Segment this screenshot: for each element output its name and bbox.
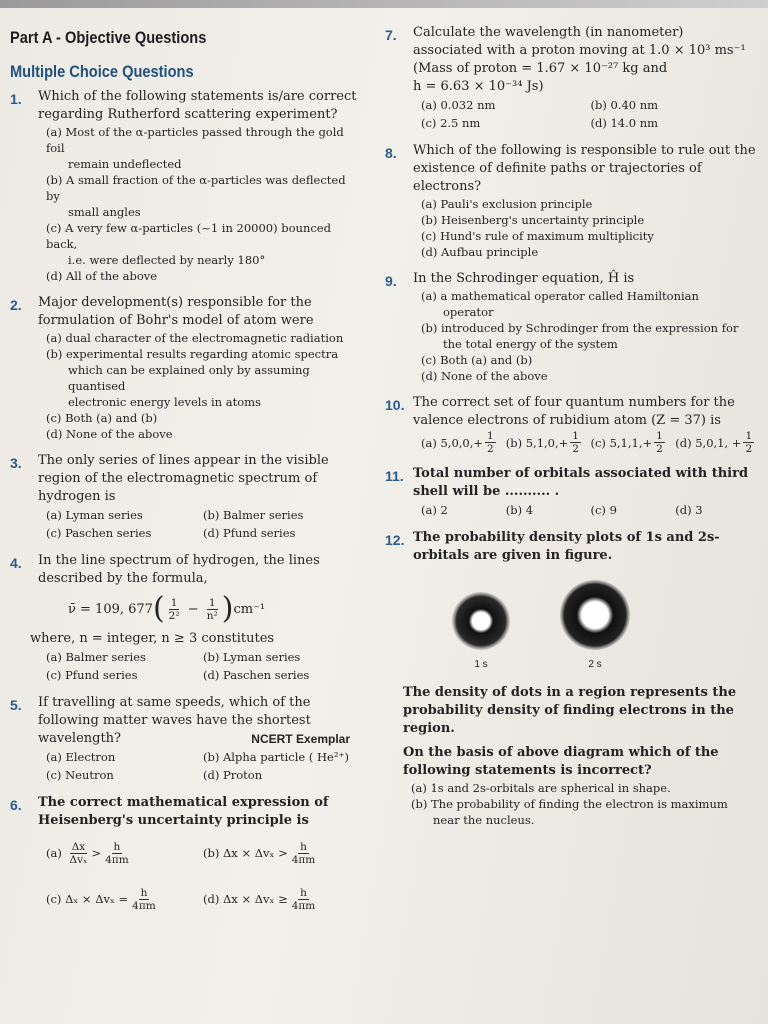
option-b[interactable]: (b) 5,1,0,+ $\frac{1}{2}$ [505, 430, 579, 455]
orbital-1s-label: 1 s [474, 659, 488, 670]
question-12 [385, 529, 760, 828]
option-b[interactable]: (b) Δx × Δvₓ > $\frac{h}{4\pi m}$ [203, 840, 316, 866]
question-7 [385, 24, 760, 132]
option-a[interactable]: (a) Balmer series [46, 650, 146, 664]
orbital-2s [559, 579, 631, 670]
option-a[interactable]: (a) dual character of the electromagnetic radiation [46, 331, 344, 345]
option-d[interactable]: (d) Proton [203, 768, 263, 782]
question-text: The only series of lines appear in the visible region of the electromagnetic spectrum of hydrogen is [38, 453, 329, 504]
question-3 [10, 452, 360, 542]
question-text: Total number of orbitals associated with third shell will be .......... . [413, 466, 749, 499]
orbital-figure [451, 579, 760, 670]
option-d[interactable]: (d) Aufbau principle [421, 245, 539, 259]
option-d[interactable]: (d) Δx × Δvₓ ≥ $\frac{h}{4\pi m}$ [203, 886, 316, 912]
question-number: 6. [10, 797, 22, 813]
options-grid [38, 648, 360, 684]
orbital-1s [451, 591, 511, 670]
question-number: 10. [385, 397, 405, 413]
option-a[interactable]: (a) a mathematical operator called Hamiltonian operator [421, 289, 699, 319]
option-a[interactable]: (a) Most of the α-particles passed through the gold foil remain undeflected [46, 125, 344, 171]
option-b[interactable]: (b) A small fraction of the α-particles was deflected by small angles [46, 173, 346, 219]
option-a[interactable]: (a) Lyman series [46, 508, 143, 522]
option-d[interactable]: (d) All of the above [46, 269, 158, 283]
option-b[interactable]: (b) experimental results regarding atomic spectra which can be explained only by assuming quantised electronic energy levels in atoms [46, 347, 339, 409]
source-tag: NCERT Exemplar [251, 732, 350, 746]
option-c[interactable]: (c) Paschen series [46, 526, 152, 540]
question-2 [10, 294, 360, 442]
question-number: 9. [385, 273, 397, 289]
options-grid [38, 506, 360, 542]
orbital-2s-plot [559, 579, 631, 651]
question-text: Major development(s) responsible for the formulation of Bohr's model of atom were [38, 295, 314, 328]
option-b[interactable]: (b) Balmer series [203, 508, 304, 522]
option-c[interactable]: (c) A very few α-particles (~1 in 20000) bounced back, i.e. were deflected by nearly 180° [46, 221, 331, 267]
option-b[interactable]: (b) The probability of finding the electron is maximum near the nucleus. [411, 797, 728, 827]
question-1 [10, 88, 360, 284]
option-b[interactable]: (b) Alpha particle ( He²⁺) [203, 750, 349, 764]
question-text: In the Schrodinger equation, Ĥ is [413, 271, 635, 286]
question-number: 7. [385, 27, 397, 43]
option-b[interactable]: (b) 4 [505, 503, 534, 517]
option-d[interactable]: (d) 5,0,1, + $\frac{1}{2}$ [675, 430, 753, 455]
question-text: The correct set of four quantum numbers for the valence electrons of rubidium atom (Z = 37) is [413, 395, 735, 428]
option-d[interactable]: (d) Pfund series [203, 526, 296, 540]
option-c[interactable]: (c) 2.5 nm [421, 116, 481, 130]
question-number: 1. [10, 91, 22, 107]
options-row [413, 430, 760, 455]
rydberg-formula: ν̄ = 109, 677 ( $\frac{1}{\text{2²}}$ − $\frac{1}{\text{n²}}$ ) cm⁻¹ [68, 591, 266, 626]
option-c[interactable]: (c) 5,1,1,+ $\frac{1}{2}$ [590, 430, 663, 455]
question-10 [385, 394, 760, 455]
option-c[interactable]: (c) Pfund series [46, 668, 138, 682]
question-number: 2. [10, 297, 22, 313]
question-9 [385, 270, 760, 384]
question-number: 11. [385, 468, 404, 484]
option-a[interactable]: (a) $\frac{\Delta x}{\text{Δvₓ}}$ > $\frac{h}{4\pi m}$ [46, 840, 129, 866]
orbital-1s-plot [451, 591, 511, 651]
option-b[interactable]: (b) 0.40 nm [590, 98, 659, 112]
orbital-2s-label: 2 s [588, 659, 602, 670]
option-a[interactable]: (a) 0.032 nm [421, 98, 496, 112]
question-number: 3. [10, 455, 22, 471]
question-6 [10, 794, 360, 922]
question-8 [385, 142, 760, 260]
question-number: 5. [10, 697, 22, 713]
options-grid [38, 748, 360, 784]
option-d[interactable]: (d) None of the above [421, 369, 548, 383]
section-heading: Part A - Objective Questions [10, 28, 207, 47]
question-5 [10, 694, 360, 784]
question-text: In the line spectrum of hydrogen, the lines described by the formula, [38, 553, 320, 586]
question-text: Which of the following is responsible to rule out the existence of definite paths or trajectories of electrons? [413, 143, 756, 194]
option-b[interactable]: (b) introduced by Schrodinger from the expression for the total energy of the system [421, 321, 739, 351]
option-c[interactable]: (c) Both (a) and (b) [46, 411, 158, 425]
option-c[interactable]: (c) Δₓ × Δvₓ = $\frac{h}{4\pi m}$ [46, 886, 156, 912]
question-number: 12. [385, 532, 405, 548]
question-number: 8. [385, 145, 397, 161]
option-b[interactable]: (b) Heisenberg's uncertainty principle [421, 213, 645, 227]
condition-text: where, n = integer, n ≥ 3 constitutes [30, 631, 275, 646]
option-d[interactable]: (d) None of the above [46, 427, 173, 441]
options-row [413, 501, 760, 519]
option-d[interactable]: (d) Paschen series [203, 668, 310, 682]
option-c[interactable]: (c) 9 [590, 503, 617, 517]
option-b[interactable]: (b) Lyman series [203, 650, 301, 664]
left-column [10, 24, 360, 932]
option-d[interactable]: (d) 3 [675, 503, 703, 517]
section-subheading: Multiple Choice Questions [10, 62, 194, 81]
option-a[interactable]: (a) Pauli's exclusion principle [421, 197, 593, 211]
option-c[interactable]: (c) Both (a) and (b) [421, 353, 533, 367]
question-text: Calculate the wavelength (in nanometer) associated with a proton moving at 1.0 × 10³ ms⁻¹ (Mass of proton = 1.67 × 10⁻²⁷ kg and h = 6.63 × 10⁻³⁴ Js) [413, 25, 746, 94]
options-grid [38, 830, 360, 922]
question-text: The correct mathematical expression of Heisenberg's uncertainty principle is [38, 795, 329, 828]
page-top-edge [0, 0, 768, 8]
option-a[interactable]: (a) 5,0,0,+ $\frac{1}{2}$ [421, 430, 494, 455]
option-a[interactable]: (a) 1s and 2s-orbitals are spherical in shape. [411, 781, 671, 795]
question-text: Which of the following statements is/are correct regarding Rutherford scattering experiment? [38, 89, 357, 122]
question-11 [385, 465, 760, 519]
option-d[interactable]: (d) 14.0 nm [590, 116, 659, 130]
option-a[interactable]: (a) 2 [421, 503, 448, 517]
right-column [385, 24, 760, 838]
option-c[interactable]: (c) Neutron [46, 768, 114, 782]
option-c[interactable]: (c) Hund's rule of maximum multiplicity [421, 229, 654, 243]
question-prompt: On the basis of above diagram which of the following statements is incorrect? [403, 745, 719, 778]
orbital-description: The density of dots in a region represents the probability density of finding electrons in the region. [403, 685, 737, 736]
question-number: 4. [10, 555, 22, 571]
question-4 [10, 552, 360, 684]
question-text: The probability density plots of 1s and 2s-orbitals are given in figure. [413, 530, 720, 563]
option-a[interactable]: (a) Electron [46, 750, 116, 764]
question-text: If travelling at same speeds, which of the following matter waves have the shortest wavelength? NCERT Exemplar [38, 695, 350, 746]
options-grid [413, 96, 760, 132]
